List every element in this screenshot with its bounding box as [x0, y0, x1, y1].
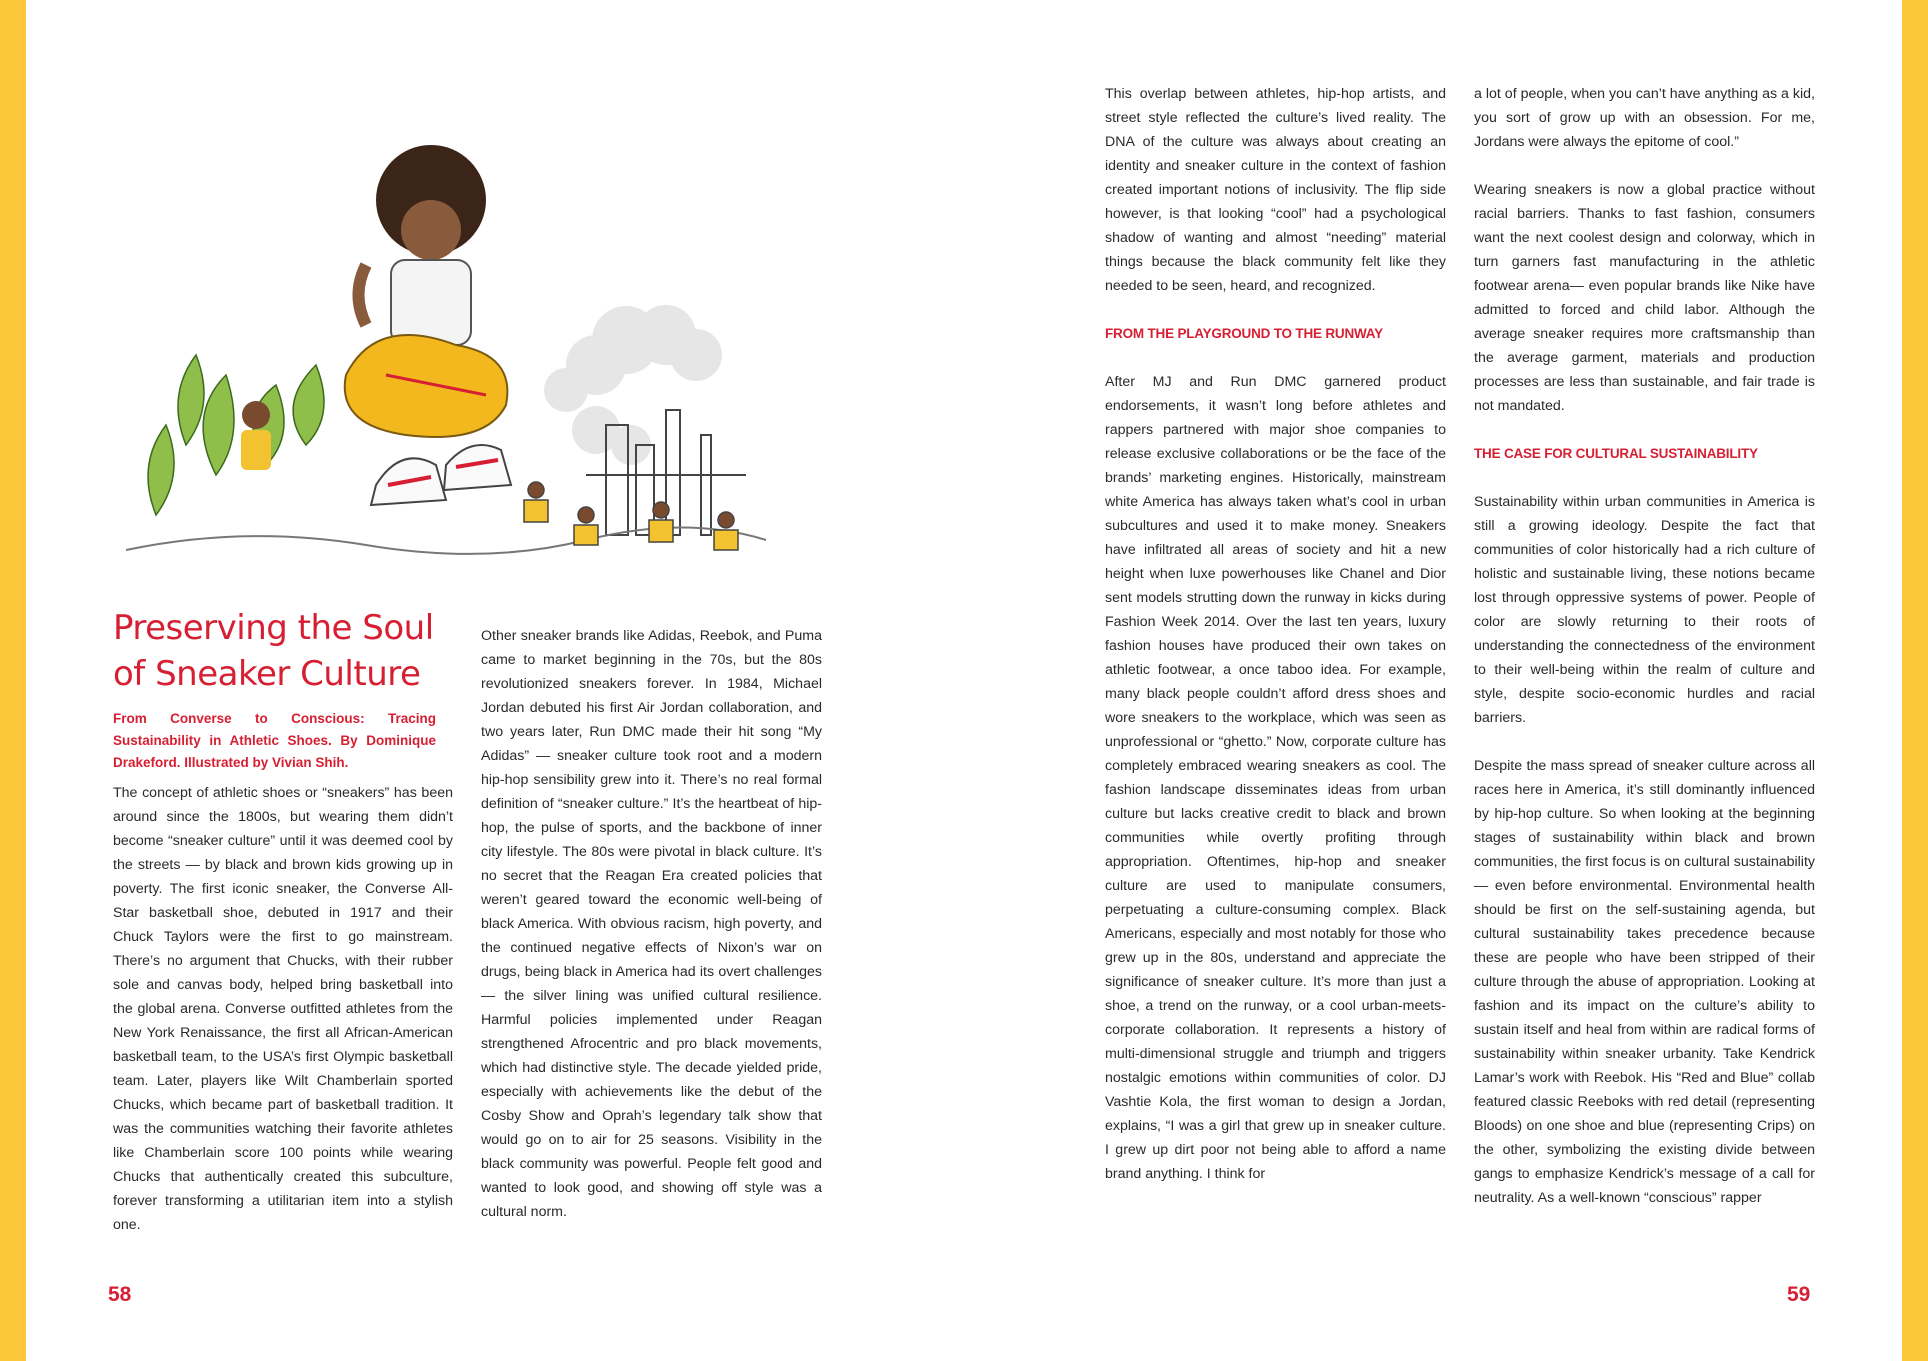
sneaker-culture-illustration [126, 145, 796, 585]
factory-workers [524, 482, 738, 550]
plants [148, 355, 324, 515]
section-heading: THE CASE FOR CULTURAL SUSTAINABILITY [1474, 446, 1758, 461]
paragraph: a lot of people, when you can’t have anything as a kid, you sort of grow up with an obsession. For me, Jordans were always the epitome of cool.” [1474, 86, 1815, 150]
right-column-1 [1105, 82, 1446, 1186]
section-heading: FROM THE PLAYGROUND TO THE RUNWAY [1105, 326, 1383, 341]
page-number-right: 59 [1787, 1283, 1811, 1306]
paragraph: Despite the mass spread of sneaker culture across all races here in America, it’s still dominantly influenced by hip-hop culture. So when looking at the beginning stages of sustainability within black and brown communities, the first focus is on cultural sustainability — even before environmental. Environmental health should be first on the self-sustaining agenda, but cultural sustainability takes precedence because these are people who have been stripped of their culture through the abuse of appropriation. Looking at fashion and its impact on the culture’s ability to sustain itself and heal from within are radical forms of sustainability within sneaker urbanity. Take Kendrick Lamar’s work with Reebok. His “Red and Blue” collab featured classic Reeboks with red detail (representing Bloods) on one shoe and blue (representing Crips) on the other, symbolizing the existing divide between gangs to emphasize Kendrick’s message of a call for neutrality. As a well-known “conscious” rapper [1474, 758, 1815, 1206]
left-page-edge [0, 0, 26, 1361]
article-title: Preserving the Soul of Sneaker Culture [113, 608, 434, 694]
smoke-cloud [544, 305, 722, 465]
paragraph: This overlap between athletes, hip-hop artists, and street style reflected the culture’s lived reality. The DNA of the culture was always about creating an identity and sneaker culture in the context of fashion created important notions of inclusivity. The flip side however, is that looking “cool” had a psychological shadow of wanting and almost “needing” material things because the black community felt like they needed to be seen, heard, and recognized. [1105, 86, 1446, 294]
right-column-2 [1474, 82, 1815, 1210]
woman-figure [345, 145, 508, 437]
left-column-1-text: The concept of athletic shoes or “sneakers” has been around since the 1800s, but wearing them didn’t become “sneaker culture” until it was deemed cool by the streets — by black and brown kids growing up in poverty. The first iconic sneaker, the Converse All-Star basketball shoe, debuted in 1917 and their Chuck Taylors were the first to go mainstream. There’s no argument that Chucks, with their rubber sole and canvas body, helped bring basketball into the global arena. Converse outfitted athletes from the New York Renaissance, the first all African-American basketball team, to the USA’s first Olympic basketball team. Later, players like Wilt Chamberlain sported Chucks, which became part of basketball tradition. It was the communities watching their favorite athletes like Chamberlain score 100 points while wearing Chucks that authentically created this subculture, forever transforming a utilitarian item into a stylish one. [113, 785, 453, 1233]
sneakers [371, 445, 511, 505]
left-column-2-text: Other sneaker brands like Adidas, Reebok, and Puma came to market beginning in the 70s, but the 80s revolutionized sneakers forever. In 1984, Michael Jordan debuted his first Air Jordan collaboration, and two years later, Run DMC made their hit song “My Adidas” — sneaker culture took root and a modern hip-hop sensibility grew into it. There’s no real formal definition of “sneaker culture.” It’s the heartbeat of hip-hop, the pulse of sports, and the backbone of inner city lifestyle. The 80s were pivotal in black culture. It’s no secret that the Reagan Era created policies that weren’t geared toward the economic well-being of black America. With obvious racism, high poverty, and the continued negative effects of Nixon’s war on drugs, being black in America had its overt challenges — the silver lining was unified cultural resilience. Harmful policies implemented under Reagan strengthened Afrocentric and pro black movements, which had distinctive style. The decade yielded pride, especially with achievements like the debut of the Cosby Show and Oprah’s legendary talk show that would go on to air for 25 seasons. Visibility in the black community was powerful. People felt good and wanted to look good, and showing off style was a cultural norm. [481, 628, 822, 1220]
page-number-left: 58 [108, 1283, 132, 1306]
paragraph: Sustainability within urban communities in America is still a growing ideology. Despite the fact that communities of color historically had a rich culture of holistic and sustainable living, these notions became lost through oppressive systems of power. People of color are slowly returning to their roots of understanding the connectedness of the environment to their well-being within the realm of culture and style, despite socio-economic hurdles and racial barriers. [1474, 494, 1815, 726]
article-subtitle: From Converse to Conscious: Tracing Sustainability in Athletic Shoes. By Dominique Drakeford. Illustrated by Vivian Shih. [113, 711, 436, 770]
paragraph: After MJ and Run DMC garnered product endorsements, it wasn’t long before athletes and rappers partnered with major shoe companies to release exclusive collaborations or be the face of the brands’ marketing engines. Historically, mainstream white America has always taken what’s cool in urban subcultures and used it to make money. Sneakers have infiltrated all areas of society and hit a new height when luxe powerhouses like Chanel and Dior sent models strutting down the runway in kicks during Fashion Week 2014. Over the last ten years, luxury fashion houses have produced their own takes on athletic footwear, a once taboo idea. For example, many black people couldn’t afford dress shoes and wore sneakers to the workplace, which was seen as unprofessional or “ghetto.” Now, corporate culture has completely embraced wearing sneakers as cool. The fashion landscape disseminates ideas from urban culture but lacks creative credit to black and brown communities while overtly profiting through appropriation. Oftentimes, hip-hop and sneaker culture are used to manipulate consumers, perpetuating a culture-consuming complex. Black Americans, especially and most notably for those who grew up in the 80s, understand and appreciate the significance of sneaker culture. It’s more than just a shoe, a trend on the runway, or a cool urban-meets-corporate collaboration. It represents a history of multi-dimensional struggle and triumph and triggers nostalgic emotions within communities of color. DJ Vashtie Kola, the first woman to design a Jordan, explains, “I was a girl that grew up in sneaker culture. I grew up dirt poor not being able to afford a name brand anything. I think for [1105, 374, 1446, 1182]
right-page-edge [1902, 0, 1928, 1361]
gardener-figure [241, 401, 271, 470]
paragraph: Wearing sneakers is now a global practice without racial barriers. Thanks to fast fashion, consumers want the next coolest design and colorway, which in turn garners fast manufacturing in the athletic footwear arena— even popular brands like Nike have admitted to forced and child labor. Although the average sneaker requires more craftsmanship than the average garment, materials and production processes are less than sustainable, and fair trade is not mandated. [1474, 182, 1815, 414]
